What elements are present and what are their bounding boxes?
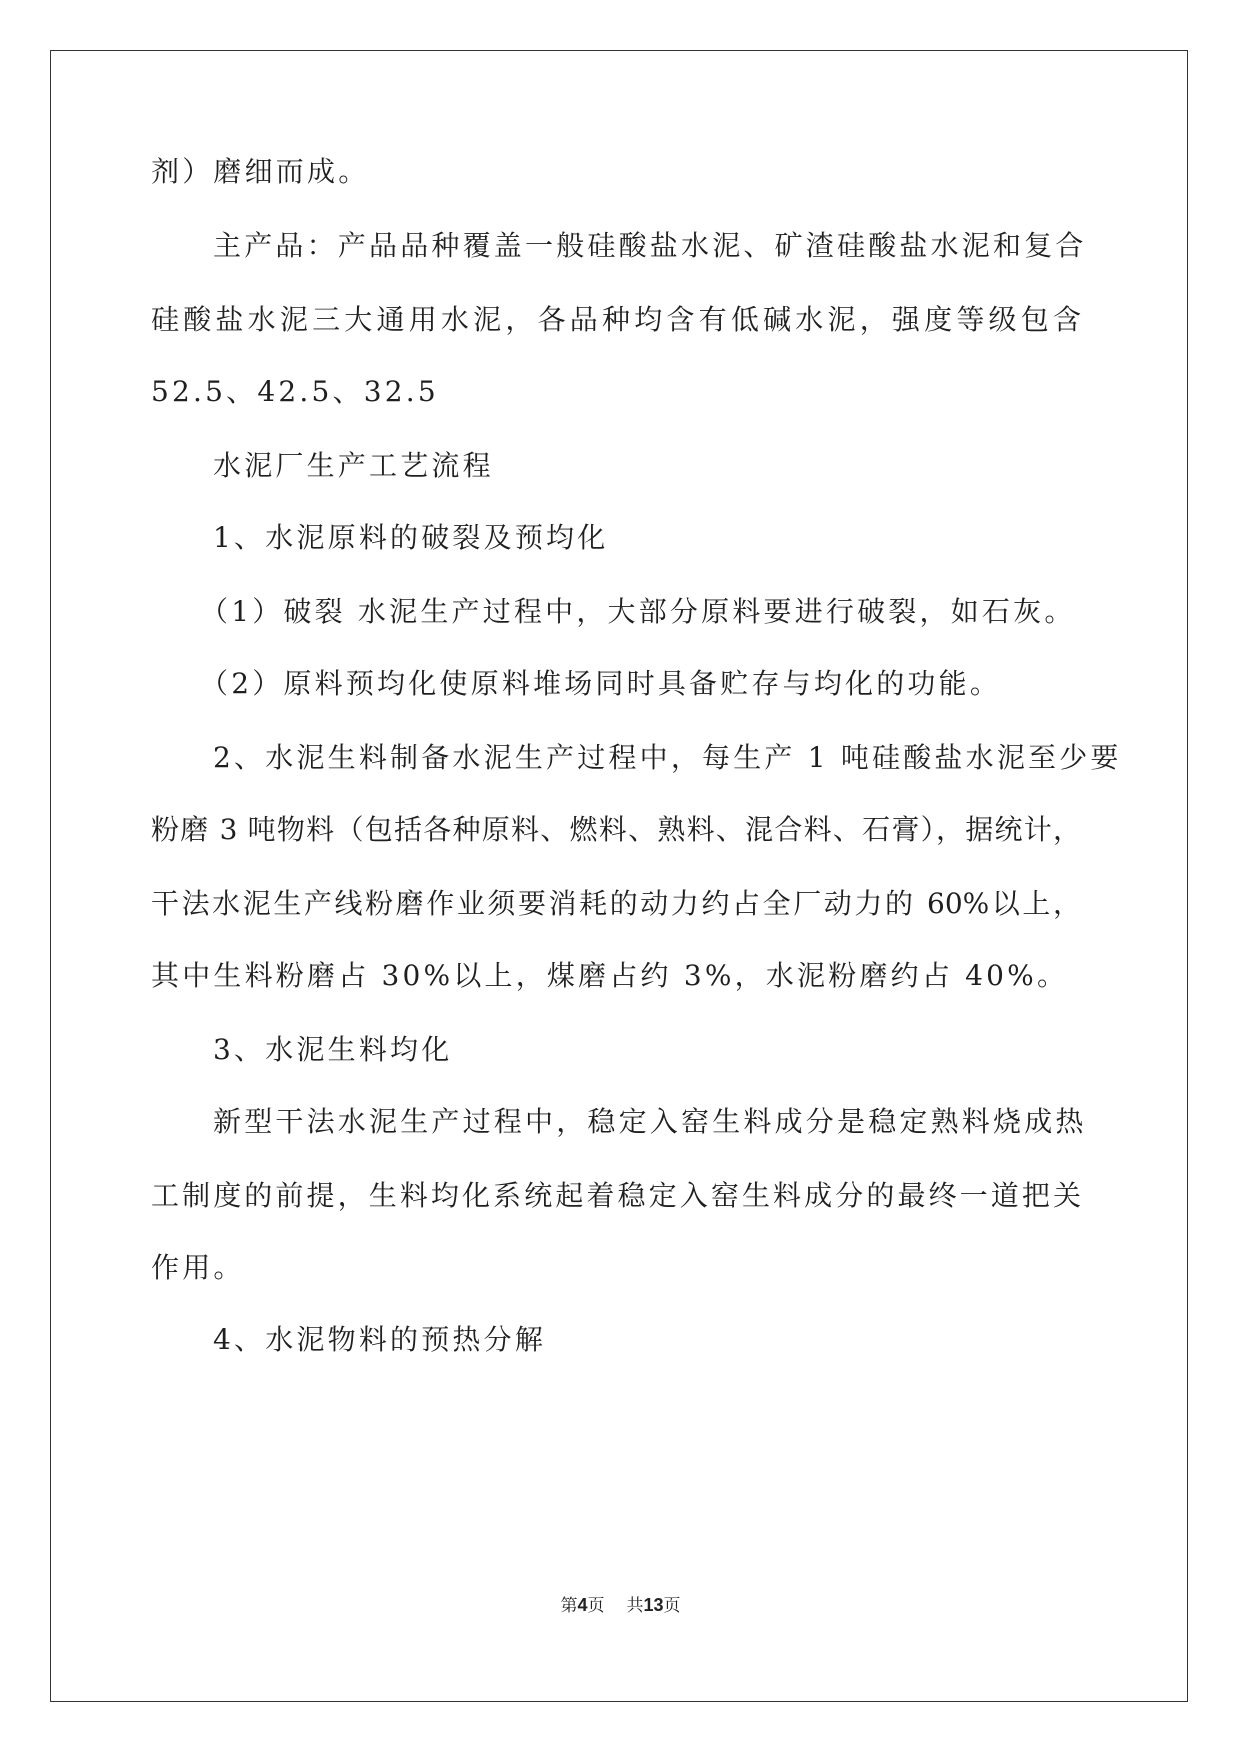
page-number: 4 <box>577 1595 588 1615</box>
paragraph-line: 新型干法水泥生产过程中，稳定入窑生料成分是稳定熟料烧成热 <box>213 1105 1087 1138</box>
section-heading: 3、水泥生料均化 <box>213 1033 453 1066</box>
page-prefix: 第 <box>560 1596 578 1616</box>
paragraph-line: 工制度的前提，生料均化系统起着稳定入窑生料成分的最终一道把关 <box>151 1179 1081 1212</box>
section-heading: 4、水泥物料的预热分解 <box>213 1323 547 1356</box>
paragraph-line: 硅酸盐水泥三大通用水泥，各品种均含有低碱水泥，强度等级包含 <box>151 303 1081 336</box>
paragraph-line: 52.5、42.5、32.5 <box>151 375 439 408</box>
paragraph-line: 2、水泥生料制备水泥生产过程中，每生产 1 吨硅酸盐水泥至少要 <box>213 741 1122 774</box>
total-pages: 13 <box>643 1595 664 1615</box>
paragraph-line: 作用。 <box>151 1251 245 1284</box>
paragraph-line: 其中生料粉磨占 30%以上，煤磨占约 3%，水泥粉磨约占 40%。 <box>151 959 1069 992</box>
paragraph-line: 干法水泥生产线粉磨作业须要消耗的动力约占全厂动力的 60%以上， <box>151 887 1081 920</box>
section-heading: 1、水泥原料的破裂及预均化 <box>213 521 609 554</box>
section-heading: 水泥厂生产工艺流程 <box>213 449 494 482</box>
page-suffix: 页 <box>587 1596 605 1616</box>
page-footer <box>0 1593 1241 1618</box>
paragraph-line: 粉磨 3 吨物料（包括各种原料、燃料、熟料、混合料、石膏），据统计， <box>151 813 1081 846</box>
total-prefix: 共 <box>626 1596 644 1616</box>
paragraph-line: 主产品：产品品种覆盖一般硅酸盐水泥、矿渣硅酸盐水泥和复合 <box>213 229 1087 262</box>
total-suffix: 页 <box>663 1596 681 1616</box>
paragraph-line: 剂）磨细而成。 <box>151 155 370 188</box>
page-border <box>50 50 1188 1702</box>
paragraph-line: （2）原料预均化使原料堆场同时具备贮存与均化的功能。 <box>200 667 1002 700</box>
paragraph-line: （1）破裂 水泥生产过程中，大部分原料要进行破裂，如石灰。 <box>200 595 1076 628</box>
